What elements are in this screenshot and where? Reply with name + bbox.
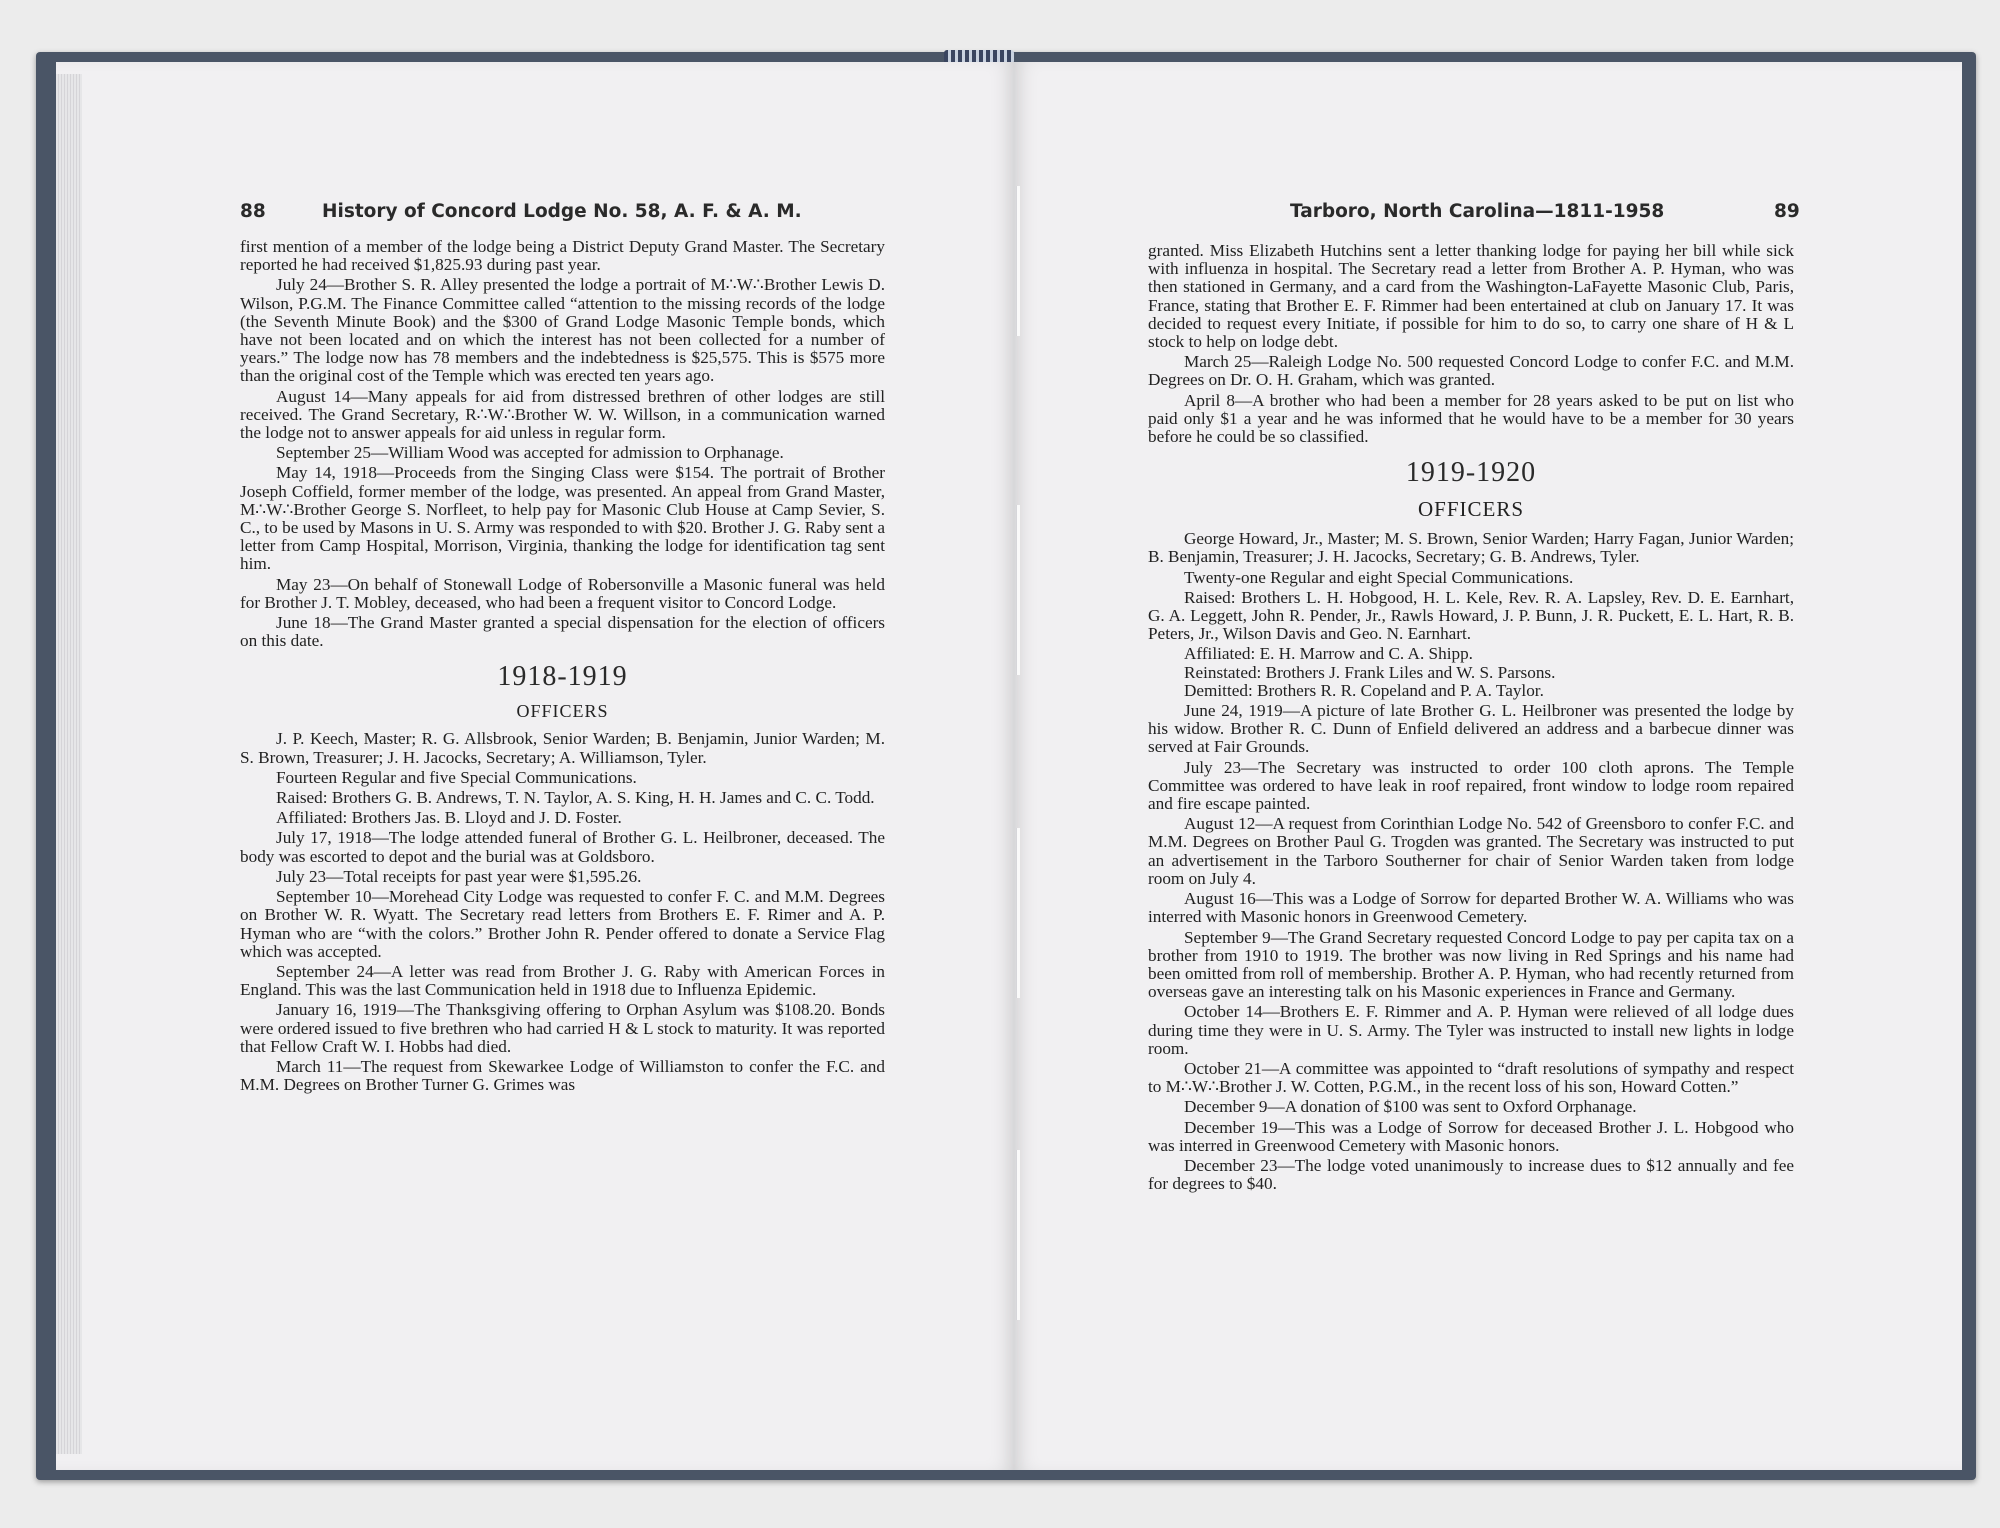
left-page-number: 88 — [240, 201, 266, 222]
paragraph: George Howard, Jr., Master; M. S. Brown, Senior Warden; Harry Fagan, Junior Warden; B. Benjamin, Treasurer; J. H. Jacocks, Secretary; G. B. Andrews, Tyler. — [1148, 529, 1794, 567]
paragraph: December 9—A donation of $100 was sent to Oxford Orphanage. — [1184, 1097, 1637, 1117]
paragraph: Fourteen Regular and five Special Communications. — [276, 767, 637, 787]
paragraph: March 25—Raleigh Lodge No. 500 requested Concord Lodge to confer F.C. and M.M. Degrees on Dr. O. H. Graham, which was granted. — [1148, 352, 1794, 390]
paragraph: Demitted: Brothers R. R. Copeland and P. A. Taylor. — [1184, 680, 1544, 700]
binding-stitch — [1016, 505, 1020, 675]
left-page-text — [240, 238, 885, 1096]
binding-stitch — [1016, 1150, 1020, 1320]
paragraph: March 11—The request from Skewarkee Lodge of Williamston to confer the F.C. and M.M. Degrees on Brother Turner G. Grimes was — [240, 1056, 885, 1095]
binding-stitch — [1016, 186, 1020, 336]
paragraph: December 19—This was a Lodge of Sorrow for deceased Brother J. L. Hobgood who was interred in Greenwood Cemetery with Masonic honors. — [1148, 1117, 1794, 1155]
paragraph: July 24—Brother S. R. Alley presented the lodge a portrait of M∴W∴Brother Lewis D. Wilson, P.G.M. The Finance Committee called “attention to the missing records of the lodge (the Seventh Minute Book) and the $300 of Grand Lodge Masonic Temple bonds, which have not been located and on which the interest has not been collected for a number of years.” The lodge now has 78 members and the indebtedness is $25,575. This is $575 more than the original cost of the Temple which was erected ten years ago. — [240, 275, 885, 386]
paragraph: Affiliated: Brothers Jas. B. Lloyd and J. D. Foster. — [276, 808, 622, 828]
paragraph: September 9—The Grand Secretary requested Concord Lodge to pay per capita tax on a brother from 1910 to 1919. The brother was now living in Red Springs and his name had been omitted from roll of membership. Brother A. P. Hyman, who had recently returned from overseas gave an interesting talk on his Masonic experiences in France and Germany. — [1148, 927, 1794, 1002]
right-page-text — [1148, 242, 1794, 1195]
paragraph: September 25—William Wood was accepted for admission to Orphanage. — [276, 443, 784, 463]
paragraph: August 14—Many appeals for aid from distressed brethren of other lodges are still received. The Grand Secretary, R∴W∴Brother W. W. Willson, in a communication warned the lodge not to answer appeals for aid unless in regular form. — [240, 386, 885, 443]
paragraph: Twenty-one Regular and eight Special Communications. — [1184, 567, 1574, 587]
paragraph: granted. Miss Elizabeth Hutchins sent a letter thanking lodge for paying her bill while sick with influenza in hospital. The Secretary read a letter from Brother A. P. Hyman, who was then stationed in Germany, and a card from the Washington-LaFayette Masonic Club, Paris, France, stating that Brother E. F. Rimmer had been entertained at club on January 17. It was decided to request every Initiate, if possible for him to do so, to carry one share of H & L stock to help on lodge debt. — [1148, 241, 1794, 352]
right-page-number: 89 — [1774, 201, 1800, 222]
paragraph: July 17, 1918—The lodge attended funeral of Brother G. L. Heilbroner, deceased. The body was escorted to depot and the burial was at Goldsboro. — [240, 828, 885, 866]
paragraph: October 21—A committee was appointed to “draft resolutions of sympathy and respect to M∴W∴Brother J. W. Cotten, P.G.M., in the recent loss of his son, Howard Cotten.” — [1148, 1058, 1794, 1097]
paragraph: July 23—The Secretary was instructed to order 100 cloth aprons. The Temple Committee was ordered to have leak in roof repaired, front window to lodge room repaired and fire escape painted. — [1148, 757, 1794, 814]
paragraph: September 24—A letter was read from Brother J. G. Raby with American Forces in England. This was the last Communication held in 1918 due to Influenza Epidemic. — [240, 961, 885, 1000]
paragraph: June 24, 1919—A picture of late Brother G. L. Heilbroner was presented the lodge by his widow. Brother R. C. Dunn of Enfield delivered an address and a barbecue dinner was served at Fair Grounds. — [1148, 701, 1794, 757]
binding-stitch — [1016, 828, 1020, 998]
left-running-head: History of Concord Lodge No. 58, A. F. & A. M. — [322, 201, 802, 222]
right-running-head: Tarboro, North Carolina—1811-1958 — [1290, 201, 1665, 222]
paragraph: October 14—Brothers E. F. Rimmer and A. P. Hyman were relieved of all lodge dues during time they were in U. S. Army. The Tyler was instructed to install new lights in lodge room. — [1148, 1002, 1794, 1058]
paragraph: Raised: Brothers G. B. Andrews, T. N. Taylor, A. S. King, H. H. James and C. C. Todd. — [276, 788, 875, 808]
paragraph: Affiliated: E. H. Marrow and C. A. Shipp. — [1184, 644, 1473, 664]
paragraph: September 10—Morehead City Lodge was requested to confer F. C. and M.M. Degrees on Brother W. R. Wyatt. The Secretary read letters from Brothers E. F. Rimer and A. P. Hyman who are “with the colors.” Brother John R. Pender offered to donate a Service Flag which was accepted. — [240, 887, 885, 961]
paragraph: December 23—The lodge voted unanimously to increase dues to $12 annually and fee for degrees to $40. — [1148, 1155, 1794, 1194]
year-heading: 1918-1919 — [497, 661, 628, 693]
paragraph: August 12—A request from Corinthian Lodge No. 542 of Greensboro to confer F.C. and M.M. Degrees on Brother Paul G. Trogden was granted. The Secretary was instructed to put an advertisement in the Tarboro Southerner for chair of Senior Warden taken from lodge room on July 4. — [1148, 814, 1794, 888]
year-heading: 1919-1920 — [1405, 457, 1537, 489]
paragraph: June 18—The Grand Master granted a special dispensation for the election of officers on this date. — [240, 613, 885, 651]
paragraph: April 8—A brother who had been a member for 28 years asked to be put on list who paid only $1 a year and he was informed that he would have to be a member for 30 years before he could be so classified. — [1148, 390, 1794, 447]
paragraph: Reinstated: Brothers J. Frank Liles and W. S. Parsons. — [1184, 662, 1556, 682]
paragraph: January 16, 1919—The Thanksgiving offering to Orphan Asylum was $108.20. Bonds were ordered issued to five brethren who had carried H & L stock to maturity. It was reported that Fellow Craft W. I. Hobbs had died. — [240, 1000, 885, 1056]
officers-heading: OFFICERS — [1417, 497, 1525, 522]
paragraph: July 23—Total receipts for past year were $1,595.26. — [276, 866, 642, 886]
page-edges — [56, 74, 82, 1454]
officers-heading: OFFICERS — [516, 701, 609, 722]
paragraph: Raised: Brothers L. H. Hobgood, H. L. Kele, Rev. R. A. Lapsley, Rev. D. E. Earnhart, G. A. Leggett, John R. Pender, Jr., Rawls Howard, J. P. Bunn, J. R. Puckett, E. L. Hart, R. B. Peters, Jr., Wilson Davis and Geo. N. Earnhart. — [1148, 587, 1794, 644]
paragraph: August 16—This was a Lodge of Sorrow for departed Brother W. A. Williams who was interred with Masonic honors in Greenwood Cemetery. — [1148, 889, 1794, 927]
paragraph: J. P. Keech, Master; R. G. Allsbrook, Senior Warden; B. Benjamin, Junior Warden; M. S. Brown, Treasurer; J. H. Jacocks, Secretary; A. Williamson, Tyler. — [240, 729, 885, 767]
paragraph: first mention of a member of the lodge being a District Deputy Grand Master. The Secretary reported he had received $1,825.93 during past year. — [240, 237, 885, 275]
paragraph: May 23—On behalf of Stonewall Lodge of Robersonville a Masonic funeral was held for Brother J. T. Mobley, deceased, who had been a frequent visitor to Concord Lodge. — [240, 574, 885, 612]
paragraph: May 14, 1918—Proceeds from the Singing Class were $154. The portrait of Brother Joseph Coffield, former member of the lodge, was presented. An appeal from Grand Master, M∴W∴Brother George S. Norfleet, to help pay for Masonic Club House at Camp Sevier, S. C., to be used by Masons in U. S. Army was responded to with $20. Brother J. G. Raby sent a letter from Camp Hospital, Morrison, Virginia, thanking the lodge for identification tag sent him. — [240, 463, 885, 574]
